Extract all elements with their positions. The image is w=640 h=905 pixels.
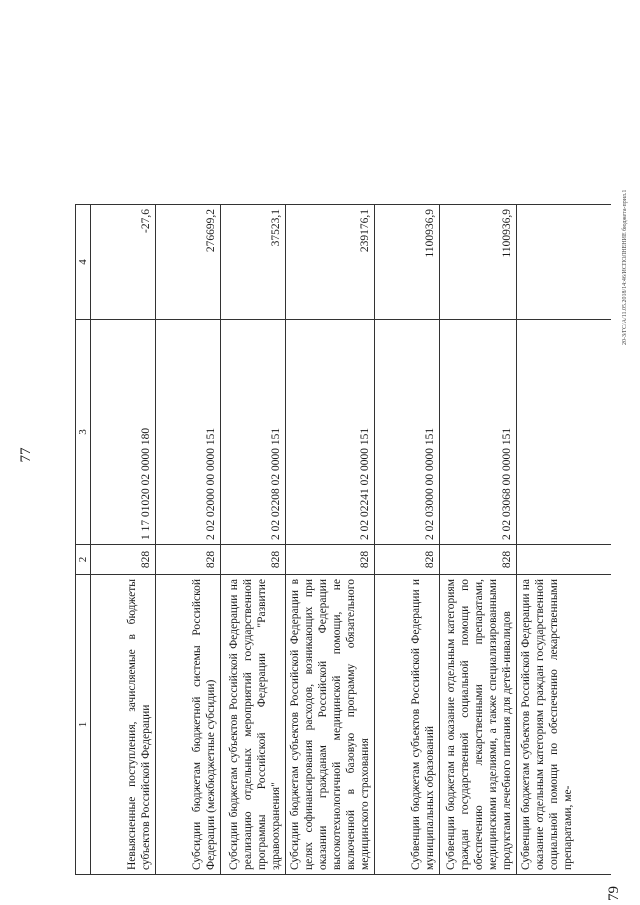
row-budget-code: 2 02 03068 00 0000 151 [440, 320, 517, 545]
row-amount: 1100936,9 [375, 205, 440, 320]
row-description: Субвенции бюджетам субъектов Российской Федерации и муниципальных образований [375, 575, 440, 875]
row-amount: 276699,2 [156, 205, 221, 320]
row-description: Субсидии бюджетам бюджетной системы Российской Федерации (межбюджетные субсидии) [156, 575, 221, 875]
row-admin-code: 828 [286, 545, 375, 575]
row-budget-code: 2 02 02000 00 0000 151 [156, 320, 221, 545]
row-amount [517, 205, 612, 320]
table-row [91, 205, 156, 875]
row-amount: 239176,1 [286, 205, 375, 320]
row-description: Субвенции бюджетам субъектов Российской Федерации на оказание отдельным категориям граждан государственной социальной помощи по обеспечению лекарственными препаратами, ме- [517, 575, 612, 875]
row-budget-code: 2 02 03000 00 0000 151 [375, 320, 440, 545]
table-header-row [76, 205, 91, 875]
table-row [375, 205, 440, 875]
row-amount: 1100936,9 [440, 205, 517, 320]
row-amount: -27,6 [91, 205, 156, 320]
header-col-3: 3 [76, 320, 91, 545]
row-admin-code: 828 [440, 545, 517, 575]
table-row [221, 205, 286, 875]
row-description: Субсидии бюджетам субъектов Российской Федерации в целях софинансирования расходов, возникающих при оказании гражданам Российской Федерации высокотехнологичной медицинской помощи, не включенной в базовую программу обязательного медицинского страхования [286, 575, 375, 875]
row-budget-code: 2 02 02241 02 0000 151 [286, 320, 375, 545]
page-number: 77 [18, 447, 34, 463]
header-col-2: 2 [76, 545, 91, 575]
row-budget-code: 2 02 02208 02 0000 151 [221, 320, 286, 545]
header-col-1: 1 [76, 575, 91, 875]
row-admin-code [517, 545, 612, 575]
corner-page-number: 79 [606, 886, 622, 901]
table-row [517, 205, 612, 875]
row-budget-code [517, 320, 612, 545]
row-admin-code: 828 [221, 545, 286, 575]
row-budget-code: 1 17 01020 02 0000 180 [91, 320, 156, 545]
row-admin-code: 828 [375, 545, 440, 575]
budget-table [75, 204, 611, 875]
row-description: Субсидии бюджетам субъектов Российской Федерации на реализацию отдельных мероприятий государственной программы Российской Федерации "Развитие здравоохранения" [221, 575, 286, 875]
row-amount: 37523,1 [221, 205, 286, 320]
table-row [286, 205, 375, 875]
row-description: Невыясненные поступления, зачисляемые в бюджеты субъектов Российской Федерации [91, 575, 156, 875]
table-row [156, 205, 221, 875]
table-row [440, 205, 517, 875]
row-admin-code: 828 [91, 545, 156, 575]
row-description: Субвенции бюджетам на оказание отдельным категориям граждан государственной социальной помощи по обеспечению лекарственными препаратами, медицинскими изделиями, а также специализированными продуктами лечебного питания для детей-инвалидов [440, 575, 517, 875]
header-col-4: 4 [76, 205, 91, 320]
row-admin-code: 828 [156, 545, 221, 575]
footer-document-code: 20-З/ГС/А/11.05.2018/14:46/ИСПОЛНЕНИЕ бюджета-прил.1 [622, 189, 628, 345]
